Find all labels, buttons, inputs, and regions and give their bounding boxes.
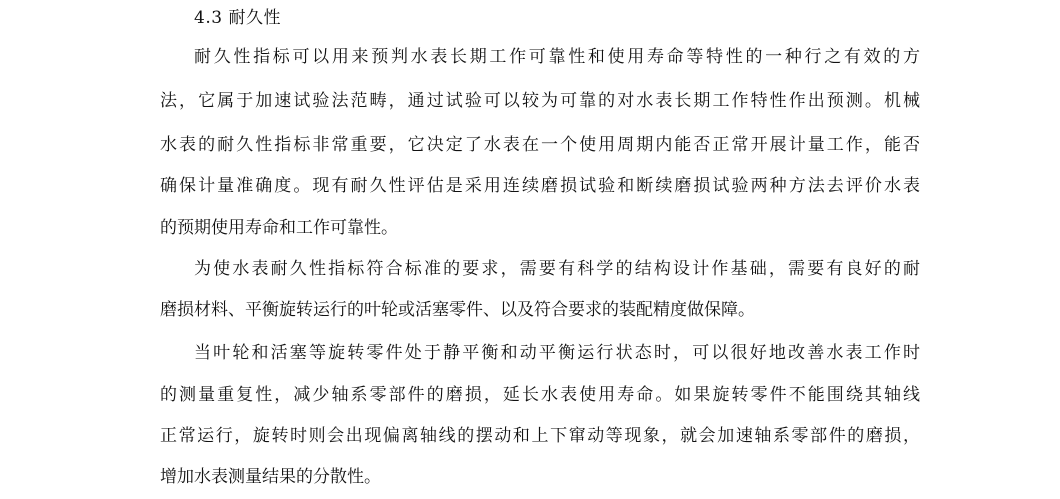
paragraph-line: 的测量重复性，减少轴系零部件的磨损，延长水表使用寿命。如果旋转零件不能围绕其轴线 [160,385,920,405]
paragraph-line: 确保计量准确度。现有耐久性评估是采用连续磨损试验和断续磨损试验两种方法去评价水表 [160,176,920,196]
paragraph-line: 为使水表耐久性指标符合标准的要求，需要有科学的结构设计作基础，需要有良好的耐 [194,259,920,279]
section-heading: 4.3 耐久性 [194,8,281,28]
paragraph-line: 增加水表测量结果的分散性。 [160,467,381,487]
paragraph-line: 耐久性指标可以用来预判水表长期工作可靠性和使用寿命等特性的一种行之有效的方 [194,47,920,67]
paragraph-line: 当叶轮和活塞等旋转零件处于静平衡和动平衡运行状态时，可以很好地改善水表工作时 [194,343,920,363]
paragraph-line: 水表的耐久性指标非常重要，它决定了水表在一个使用周期内能否正常开展计量工作，能否 [160,135,920,155]
paragraph-line: 法，它属于加速试验法范畴，通过试验可以较为可靠的对水表长期工作特性作出预测。机械 [160,91,920,111]
paragraph-line: 正常运行，旋转时则会出现偏离轴线的摆动和上下窜动等现象，就会加速轴系零部件的磨损， [160,426,920,446]
paragraph-line: 的预期使用寿命和工作可靠性。 [160,218,398,238]
paragraph-line: 磨损材料、平衡旋转运行的叶轮或活塞零件、以及符合要求的装配精度做保障。 [160,300,755,320]
